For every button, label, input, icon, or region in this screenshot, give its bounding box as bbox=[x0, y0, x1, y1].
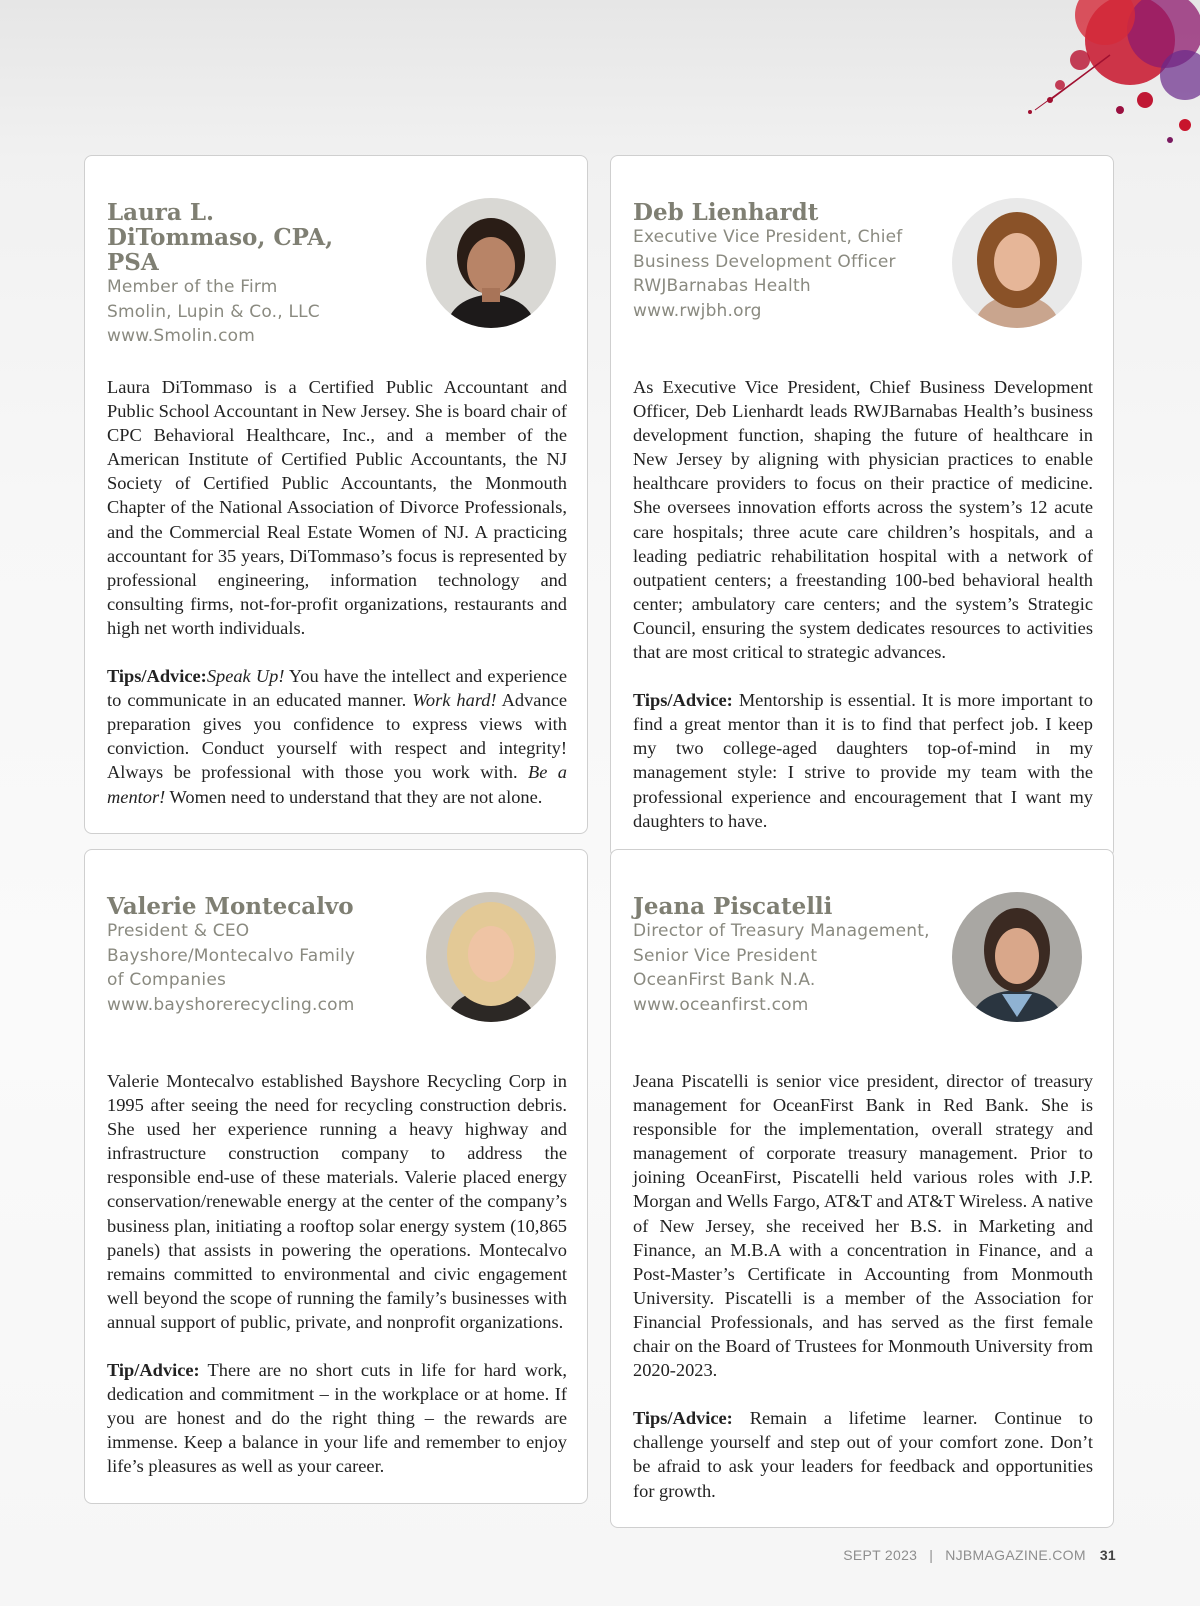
portrait-photo bbox=[426, 198, 556, 328]
profile-company: Smolin, Lupin & Co., LLC bbox=[107, 301, 320, 322]
tips-emphasis: Work hard! bbox=[412, 690, 497, 711]
profile-website: www.rwjbh.org bbox=[633, 300, 762, 321]
profile-website: www.bayshorerecycling.com bbox=[107, 994, 355, 1015]
profile-bio: Valerie Montecalvo established Bayshore Recycling Corp in 1995 after seeing the need for recycling construction debris. She used her experience running a heavy highway and infrastructure construction company to address the responsible end-use of these materials. Valerie placed energy conservation/renewable energy at the center of the company’s business plan, initiating a rooftop solar energy system (10,865 panels) that assists in powering the operations. Montecalvo remains committed to environmental and civic engagement well beyond the scope of running the family’s businesses with annual support of public, private, and nonprofit organizations. bbox=[107, 1071, 567, 1332]
paint-splash-graphic bbox=[900, 0, 1200, 150]
profile-title: Executive Vice President, Chief bbox=[633, 227, 903, 247]
profile-name: Jeana Piscatelli bbox=[633, 893, 833, 920]
profile-bio: As Executive Vice President, Chief Business Development Officer, Deb Lienhardt leads RWJBarnabas Health’s business development function, shaping the future of healthcare in New Jersey by aligning with physician practices to enable healthcare providers to focus on their practice of medicine. She oversees innovation efforts across the system’s 12 acute care hospitals; three acute care children’s hospitals, and a leading pediatric rehabilitation hospital with a network of outpatient centers; a freestanding 100-bed behavioral health center; ambulatory care centers; and the system’s Strategic Council, ensuring the system dedicates resources to activities that are most critical to strategic advances. bbox=[633, 377, 1093, 663]
profile-title: President & CEO bbox=[107, 921, 250, 941]
tips-text: Advance preparation gives you confidence to express views with conviction. Conduct yourself with respect and integrity! Always be professional with those you work with. bbox=[107, 690, 567, 783]
profile-company-cont: of Companies bbox=[107, 970, 227, 990]
profile-bio: Jeana Piscatelli is senior vice president, director of treasury management for OceanFirst Bank in Red Bank. She is responsible for the implementation, overall strategy and management of corporate treasury management. Prior to joining OceanFirst, Piscatelli held various roles with J.P. Morgan and Wells Fargo, AT&T and AT&T Wireless. A native of New Jersey, she received her B.S. in Marketing and Finance, an M.B.A with a concentration in Finance, and a Post-Master’s Certificate in Accounting from Monmouth University. Piscatelli is a member of the Association for Financial Professionals, and has served as the first female chair on the Board of Trustees for Monmouth University from 2020-2023. bbox=[633, 1071, 1093, 1381]
profile-card-1 bbox=[84, 155, 588, 834]
profile-company: Bayshore/Montecalvo Family bbox=[107, 945, 356, 966]
tips-label: Tips/Advice: bbox=[633, 690, 733, 711]
profile-name: Deb Lienhardt bbox=[633, 199, 819, 226]
profile-name: Laura L. DiTommaso, CPA, PSA bbox=[107, 199, 334, 276]
profile-name: Valerie Montecalvo bbox=[107, 893, 354, 920]
profile-title-cont: Business Development Officer bbox=[633, 251, 896, 272]
portrait-photo bbox=[952, 198, 1082, 328]
site-url: NJBMAGAZINE.COM bbox=[945, 1547, 1086, 1563]
issue-date: SEPT 2023 bbox=[843, 1547, 918, 1563]
tips-text: There are no short cuts in life for hard work, dedication and commitment – in the workplace or at home. If you are honest and do the right thing – the rewards are immense. Keep a balance in your life and remember to enjoy life’s pleasures as well as your career. bbox=[107, 1360, 567, 1477]
profile-company: OceanFirst Bank N.A. bbox=[633, 970, 816, 990]
profile-tips bbox=[107, 1358, 567, 1478]
tips-text: Remain a lifetime learner. Continue to challenge yourself and step out of your comfort zone. Don’t be afraid to ask your leaders for feedback and opportunities for growth. bbox=[633, 1408, 1093, 1501]
profile-card-2 bbox=[610, 155, 1114, 858]
page-number: 31 bbox=[1099, 1547, 1116, 1563]
tips-text: Women need to understand that they are not alone. bbox=[165, 786, 543, 807]
tips-label: Tips/Advice: bbox=[107, 666, 207, 687]
profile-website: www.oceanfirst.com bbox=[633, 994, 809, 1015]
profile-title: Member of the Firm bbox=[107, 277, 278, 297]
portrait-photo bbox=[952, 892, 1082, 1022]
profile-title-cont: Senior Vice President bbox=[633, 945, 818, 966]
profile-tips bbox=[107, 664, 567, 809]
tips-emphasis: Speak Up! bbox=[206, 666, 285, 687]
tips-label: Tip/Advice: bbox=[107, 1360, 200, 1381]
profile-company: RWJBarnabas Health bbox=[633, 276, 811, 296]
tips-text: You have the intellect and experience to communicate in an educated manner. bbox=[107, 666, 567, 711]
profile-website: www.Smolin.com bbox=[107, 326, 256, 346]
profile-title: Director of Treasury Management, bbox=[633, 921, 930, 941]
tips-text: Mentorship is essential. It is more important to find a great mentor than it is to find that perfect job. I keep my two college-aged daughters top-of-mind in my management style: I strive to provide my team with the professional experience and encouragement that I want my daughters to have. bbox=[633, 690, 1093, 831]
profile-card-4 bbox=[610, 849, 1114, 1528]
profile-tips bbox=[633, 1406, 1093, 1502]
tips-label: Tips/Advice: bbox=[633, 1408, 733, 1429]
profile-bio: Laura DiTommaso is a Certified Public Accountant and Public School Accountant in New Jersey. She is board chair of CPC Behavioral Healthcare, Inc., and a member of the American Institute of Certified Public Accountants, the NJ Society of Certified Public Accountants, the Monmouth Chapter of the National Association of Divorce Professionals, and the Commercial Real Estate Women of NJ. A practicing accountant for 35 years, DiTommaso’s focus is represented by professional engineering, information technology and consulting firms, not-for-profit organizations, restaurants and high net worth individuals. bbox=[107, 377, 568, 638]
footer-separator: | bbox=[929, 1547, 934, 1563]
profile-tips bbox=[633, 688, 1093, 833]
page-footer bbox=[843, 1547, 1116, 1563]
profile-card-3 bbox=[84, 849, 588, 1504]
portrait-photo bbox=[426, 892, 556, 1022]
tips-emphasis: Be a mentor! bbox=[107, 762, 567, 807]
